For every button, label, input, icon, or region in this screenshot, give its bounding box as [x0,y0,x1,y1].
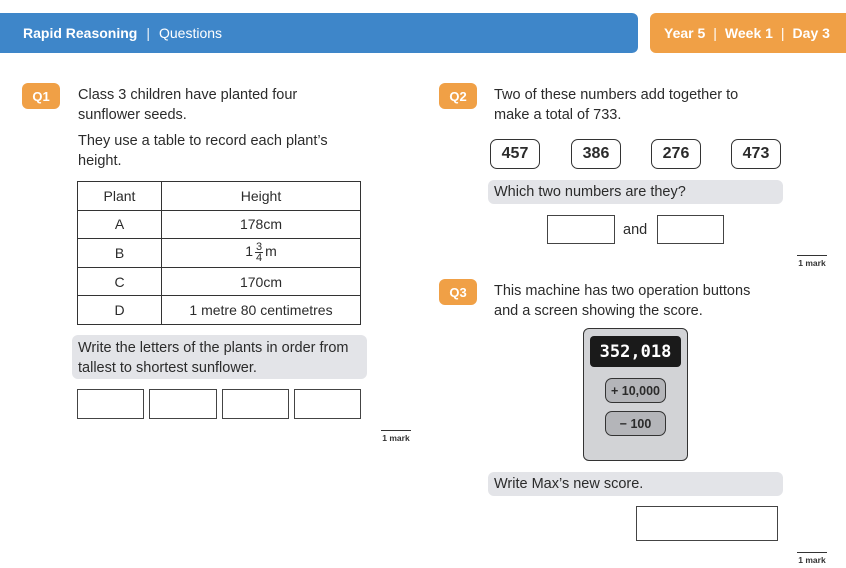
height-cell: 170cm [162,267,361,296]
q1-instruction [72,335,367,379]
plant-cell: A [78,210,162,239]
table-header-height: Height [162,182,361,211]
height-fraction [255,242,263,263]
q3-intro-line1: This machine has two operation buttons [494,283,751,299]
fraction-numerator: 3 [256,241,263,254]
height-cell: 1 metre 80 centimetres [162,296,361,325]
score-machine [583,328,688,461]
plant-cell: D [78,296,162,325]
q1-answer-box-3[interactable] [222,389,289,419]
q1-answer-box-1[interactable] [77,389,144,419]
plant-cell: B [78,239,162,268]
q2-question: Which two numbers are they? [488,180,783,204]
q1-intro-line2: sunflower seeds. [78,107,187,123]
table-header-plant: Plant [78,182,162,211]
q1-badge: Q1 [22,83,60,109]
q1-intro-line1: Class 3 children have planted four [78,87,298,103]
q1-instruction-line1: Write the letters of the plants in order from [78,340,349,356]
q2-mark: 1 mark [797,255,827,268]
header-week: Week 1 [724,25,773,41]
plant-cell: C [78,267,162,296]
height-whole: 1 [245,243,253,260]
q1-answer-box-2[interactable] [149,389,217,419]
q2-answer-box-1[interactable] [547,215,615,244]
height-cell: 178cm [162,210,361,239]
header-separator: | [146,25,150,41]
q1-instruction-line2: tallest to shortest sunflower. [78,360,257,376]
q1-table-intro-line2: height. [78,153,122,169]
table-header-row [78,182,361,211]
q1-answer-box-4[interactable] [294,389,361,419]
header-date-bar [650,13,846,53]
header-year: Year 5 [664,25,706,41]
number-card: 276 [651,139,701,169]
q2-intro-line2: make a total of 733. [494,107,622,123]
q3-intro-line2: and a screen showing the score. [494,303,703,319]
q1-table-intro-line1: They use a table to record each plant’s [78,133,328,149]
header-day: Day 3 [792,25,830,41]
number-card: 473 [731,139,781,169]
q2-badge: Q2 [439,83,477,109]
subtract-hundred-button[interactable]: − 100 [605,411,666,436]
height-cell [162,239,361,268]
table-row [78,267,361,296]
header-title: Rapid Reasoning [23,25,138,41]
header-separator: | [780,25,785,41]
q3-mark: 1 mark [797,552,827,565]
q2-intro-line1: Two of these numbers add together to [494,87,739,103]
height-unit: m [265,243,277,260]
q2-answer-box-2[interactable] [657,215,724,244]
fraction-denominator: 4 [256,252,263,265]
q3-intro [494,281,750,321]
table-row [78,210,361,239]
header-subtitle: Questions [159,25,223,41]
table-row [78,296,361,325]
header-bar [0,13,638,53]
score-screen: 352,018 [590,336,681,367]
q3-badge: Q3 [439,279,477,305]
number-card: 386 [571,139,621,169]
q3-instruction: Write Max’s new score. [488,472,783,496]
plant-height-table [77,181,361,325]
q2-intro [494,85,738,125]
q1-table-intro [78,131,328,171]
q1-intro [78,85,297,125]
and-label: and [623,222,648,238]
header-separator: | [713,25,717,41]
q1-mark: 1 mark [381,430,411,443]
table-row [78,239,361,268]
q3-answer-box[interactable] [636,506,778,541]
add-ten-thousand-button[interactable]: + 10,000 [605,378,666,403]
number-card: 457 [490,139,540,169]
